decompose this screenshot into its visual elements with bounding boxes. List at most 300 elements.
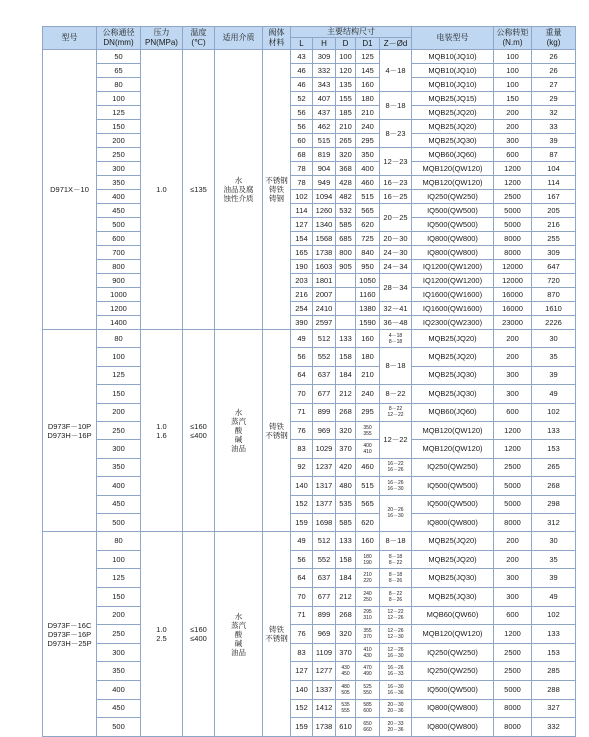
H-cell: 677	[313, 385, 336, 403]
bolt-pattern-cell: 16－25	[380, 190, 412, 204]
D-cell: 430 450	[336, 662, 356, 681]
D1-cell: 240	[356, 120, 380, 134]
D1-cell: 515	[356, 190, 380, 204]
bolt-pattern-cell: 8－18 8－26	[380, 569, 412, 588]
D1-cell: 400 410	[356, 440, 380, 458]
table-row	[43, 64, 576, 78]
H-cell: 343	[313, 78, 336, 92]
actuator-cell: MQB60(QW60)	[412, 606, 494, 625]
D-cell: 905	[336, 260, 356, 274]
D-cell: 482	[336, 190, 356, 204]
H-cell: 512	[313, 330, 336, 348]
actuator-cell: IQ500(QW500)	[412, 681, 494, 700]
table-row	[43, 662, 576, 681]
H-cell: 1029	[313, 440, 336, 458]
dn-cell: 1200	[97, 302, 141, 316]
medium-cell: 水 蒸汽 酸 碱 油品	[215, 330, 263, 532]
torque-cell: 1200	[494, 440, 532, 458]
torque-cell: 200	[494, 330, 532, 348]
H-cell: 1412	[313, 699, 336, 718]
L-cell: 70	[291, 385, 313, 403]
H-cell: 819	[313, 148, 336, 162]
D-cell: 158	[336, 348, 356, 366]
weight-cell: 153	[532, 643, 576, 662]
actuator-cell: MQB120(QW120)	[412, 421, 494, 439]
L-cell: 140	[291, 681, 313, 700]
L-cell: 76	[291, 625, 313, 644]
header-Zd: Z－Ød	[380, 38, 412, 50]
D-cell: 265	[336, 134, 356, 148]
header-pressure: 压力 PN(MPa)	[141, 27, 183, 50]
pressure-cell: 1.0 2.5	[141, 532, 183, 737]
L-cell: 56	[291, 106, 313, 120]
actuator-cell: IQ1600(QW1600)	[412, 288, 494, 302]
bolt-pattern-cell: 4－18	[380, 50, 412, 92]
bolt-pattern-cell: 12－22 12－26	[380, 606, 412, 625]
dn-cell: 125	[97, 366, 141, 384]
table-row	[43, 532, 576, 551]
D1-cell: 1590	[356, 316, 380, 330]
H-cell: 1260	[313, 204, 336, 218]
torque-cell: 12000	[494, 260, 532, 274]
D-cell: 184	[336, 366, 356, 384]
model-cell: D973F－10P D973H－16P	[43, 330, 97, 532]
L-cell: 140	[291, 477, 313, 495]
L-cell: 71	[291, 606, 313, 625]
dn-cell: 450	[97, 204, 141, 218]
table-row	[43, 176, 576, 190]
bolt-pattern-cell: 8－18 8－22	[380, 550, 412, 569]
torque-cell: 200	[494, 106, 532, 120]
D-cell: 532	[336, 204, 356, 218]
dn-cell: 350	[97, 662, 141, 681]
D1-cell: 565	[356, 495, 380, 513]
bolt-pattern-cell: 8－22	[380, 385, 412, 403]
D1-cell: 180 190	[356, 550, 380, 569]
torque-cell: 16000	[494, 302, 532, 316]
dn-cell: 200	[97, 606, 141, 625]
weight-cell: 2226	[532, 316, 576, 330]
L-cell: 60	[291, 134, 313, 148]
torque-cell: 1200	[494, 421, 532, 439]
table-row	[43, 643, 576, 662]
D-cell: 210	[336, 120, 356, 134]
bolt-pattern-cell: 24－30	[380, 246, 412, 260]
weight-cell: 27	[532, 78, 576, 92]
table-row	[43, 204, 576, 218]
D1-cell: 725	[356, 232, 380, 246]
actuator-cell: MQB25(JQ30)	[412, 385, 494, 403]
torque-cell: 16000	[494, 288, 532, 302]
H-cell: 2597	[313, 316, 336, 330]
weight-cell: 327	[532, 699, 576, 718]
weight-cell: 268	[532, 477, 576, 495]
torque-cell: 600	[494, 606, 532, 625]
L-cell: 46	[291, 64, 313, 78]
D-cell: 585	[336, 218, 356, 232]
actuator-cell: IQ800(QW800)	[412, 718, 494, 737]
D1-cell: 525 550	[356, 681, 380, 700]
H-cell: 1317	[313, 477, 336, 495]
D-cell	[336, 316, 356, 330]
table-row	[43, 699, 576, 718]
medium-cell: 水 蒸汽 酸 碱 油品	[215, 532, 263, 737]
weight-cell: 720	[532, 274, 576, 288]
D1-cell: 470 490	[356, 662, 380, 681]
D1-cell: 620	[356, 218, 380, 232]
L-cell: 64	[291, 366, 313, 384]
temperature-cell: ≤135	[183, 50, 215, 330]
torque-cell: 8000	[494, 246, 532, 260]
H-cell: 637	[313, 366, 336, 384]
bolt-pattern-cell: 16－30 16－36	[380, 681, 412, 700]
D-cell: 480 505	[336, 681, 356, 700]
torque-cell: 600	[494, 148, 532, 162]
bolt-pattern-cell: 24－34	[380, 260, 412, 274]
weight-cell: 32	[532, 106, 576, 120]
D1-cell: 210	[356, 106, 380, 120]
dn-cell: 1400	[97, 316, 141, 330]
bolt-pattern-cell: 20－25	[380, 204, 412, 232]
table-row	[43, 148, 576, 162]
torque-cell: 5000	[494, 477, 532, 495]
weight-cell: 153	[532, 440, 576, 458]
dn-cell: 350	[97, 458, 141, 476]
L-cell: 71	[291, 403, 313, 421]
weight-cell: 133	[532, 625, 576, 644]
torque-cell: 100	[494, 50, 532, 64]
weight-cell: 114	[532, 176, 576, 190]
bolt-pattern-cell: 8－22 12－22	[380, 403, 412, 421]
table-row	[43, 78, 576, 92]
D1-cell: 125	[356, 50, 380, 64]
dn-cell: 300	[97, 440, 141, 458]
D-cell: 133	[336, 330, 356, 348]
L-cell: 49	[291, 532, 313, 551]
D1-cell: 240	[356, 385, 380, 403]
table-row	[43, 458, 576, 476]
D1-cell: 145	[356, 64, 380, 78]
table-row	[43, 302, 576, 316]
bolt-pattern-cell: 12－23	[380, 148, 412, 176]
spec-table-body	[43, 50, 576, 737]
actuator-cell: IQ500(QW500)	[412, 495, 494, 513]
actuator-cell: MQB25(JQ30)	[412, 588, 494, 607]
table-row	[43, 288, 576, 302]
H-cell: 552	[313, 348, 336, 366]
weight-cell: 265	[532, 458, 576, 476]
D-cell: 685	[336, 232, 356, 246]
H-cell: 969	[313, 625, 336, 644]
weight-cell: 49	[532, 385, 576, 403]
H-cell: 637	[313, 569, 336, 588]
bolt-pattern-cell: 16－22 16－26	[380, 458, 412, 476]
model-cell: D973F－16C D973F－16P D973H－25P	[43, 532, 97, 737]
torque-cell: 1200	[494, 625, 532, 644]
header-D1: D1	[356, 38, 380, 50]
torque-cell: 300	[494, 588, 532, 607]
actuator-cell: MQB25(JQ20)	[412, 106, 494, 120]
dn-cell: 400	[97, 681, 141, 700]
table-row	[43, 246, 576, 260]
actuator-cell: MQB120(QW120)	[412, 162, 494, 176]
D1-cell: 460	[356, 458, 380, 476]
D1-cell: 210 220	[356, 569, 380, 588]
table-row	[43, 385, 576, 403]
actuator-cell: MQB10(JQ10)	[412, 50, 494, 64]
temperature-cell: ≤160 ≤400	[183, 330, 215, 532]
model-cell: D971X－10	[43, 50, 97, 330]
D1-cell: 950	[356, 260, 380, 274]
L-cell: 56	[291, 120, 313, 134]
L-cell: 152	[291, 699, 313, 718]
table-row	[43, 162, 576, 176]
H-cell: 1237	[313, 458, 336, 476]
D-cell: 320	[336, 148, 356, 162]
torque-cell: 2500	[494, 643, 532, 662]
dn-cell: 450	[97, 699, 141, 718]
D1-cell: 1380	[356, 302, 380, 316]
weight-cell: 288	[532, 681, 576, 700]
L-cell: 203	[291, 274, 313, 288]
H-cell: 1340	[313, 218, 336, 232]
table-row	[43, 348, 576, 366]
dn-cell: 125	[97, 569, 141, 588]
L-cell: 68	[291, 148, 313, 162]
bolt-pattern-cell: 12－26 12－30	[380, 625, 412, 644]
table-row	[43, 421, 576, 439]
D-cell: 800	[336, 246, 356, 260]
dn-cell: 80	[97, 330, 141, 348]
weight-cell: 39	[532, 134, 576, 148]
weight-cell: 298	[532, 495, 576, 513]
torque-cell: 5000	[494, 495, 532, 513]
D1-cell: 295 310	[356, 606, 380, 625]
D-cell: 268	[336, 606, 356, 625]
H-cell: 552	[313, 550, 336, 569]
weight-cell: 647	[532, 260, 576, 274]
bolt-pattern-cell: 8－18	[380, 92, 412, 120]
actuator-cell: IQ1200(QW1200)	[412, 274, 494, 288]
L-cell: 78	[291, 162, 313, 176]
table-row	[43, 403, 576, 421]
D-cell: 610	[336, 718, 356, 737]
L-cell: 216	[291, 288, 313, 302]
D1-cell: 295	[356, 403, 380, 421]
weight-cell: 1610	[532, 302, 576, 316]
actuator-cell: IQ800(QW800)	[412, 699, 494, 718]
table-row	[43, 588, 576, 607]
dn-cell: 250	[97, 625, 141, 644]
torque-cell: 8000	[494, 513, 532, 531]
torque-cell: 200	[494, 120, 532, 134]
dn-cell: 80	[97, 532, 141, 551]
header-model: 型号	[43, 27, 97, 50]
weight-cell: 26	[532, 64, 576, 78]
bolt-pattern-cell: 20－33 20－36	[380, 718, 412, 737]
weight-cell: 30	[532, 330, 576, 348]
weight-cell: 87	[532, 148, 576, 162]
H-cell: 515	[313, 134, 336, 148]
D1-cell: 350 355	[356, 421, 380, 439]
bolt-pattern-cell: 8－18	[380, 532, 412, 551]
material-cell: 铸铁 不锈钢	[263, 330, 291, 532]
L-cell: 64	[291, 569, 313, 588]
D-cell: 184	[336, 569, 356, 588]
table-row	[43, 477, 576, 495]
L-cell: 49	[291, 330, 313, 348]
weight-cell: 205	[532, 204, 576, 218]
header-actuator: 电装型号	[412, 27, 494, 50]
D-cell: 535 555	[336, 699, 356, 718]
H-cell: 904	[313, 162, 336, 176]
L-cell: 83	[291, 643, 313, 662]
torque-cell: 12000	[494, 274, 532, 288]
table-row	[43, 232, 576, 246]
dn-cell: 200	[97, 403, 141, 421]
dn-cell: 250	[97, 148, 141, 162]
D1-cell: 1160	[356, 288, 380, 302]
weight-cell: 33	[532, 120, 576, 134]
dn-cell: 65	[97, 64, 141, 78]
D1-cell: 565	[356, 204, 380, 218]
D-cell: 370	[336, 643, 356, 662]
table-row	[43, 606, 576, 625]
D-cell: 480	[336, 477, 356, 495]
L-cell: 46	[291, 78, 313, 92]
table-row	[43, 134, 576, 148]
bolt-pattern-cell: 8－22 8－26	[380, 588, 412, 607]
H-cell: 462	[313, 120, 336, 134]
L-cell: 154	[291, 232, 313, 246]
D1-cell: 350	[356, 148, 380, 162]
L-cell: 70	[291, 588, 313, 607]
dn-cell: 250	[97, 421, 141, 439]
H-cell: 2007	[313, 288, 336, 302]
actuator-cell: MQB25(JQ15)	[412, 92, 494, 106]
D-cell	[336, 274, 356, 288]
header-torque: 公称转矩 (N.m)	[494, 27, 532, 50]
dn-cell: 900	[97, 274, 141, 288]
weight-cell: 29	[532, 92, 576, 106]
dn-cell: 400	[97, 190, 141, 204]
header-H: H	[313, 38, 336, 50]
H-cell: 1698	[313, 513, 336, 531]
torque-cell: 100	[494, 78, 532, 92]
torque-cell: 2500	[494, 458, 532, 476]
header-medium: 适用介质	[215, 27, 263, 50]
torque-cell: 200	[494, 532, 532, 551]
D1-cell: 160	[356, 532, 380, 551]
D-cell: 535	[336, 495, 356, 513]
actuator-cell: MQB25(JQ30)	[412, 366, 494, 384]
actuator-cell: MQB60(JQ60)	[412, 403, 494, 421]
L-cell: 190	[291, 260, 313, 274]
dn-cell: 500	[97, 218, 141, 232]
D-cell: 158	[336, 550, 356, 569]
actuator-cell: IQ250(QW250)	[412, 643, 494, 662]
L-cell: 56	[291, 550, 313, 569]
H-cell: 1801	[313, 274, 336, 288]
actuator-cell: MQB25(JQ20)	[412, 532, 494, 551]
D-cell	[336, 302, 356, 316]
D-cell: 320	[336, 625, 356, 644]
L-cell: 159	[291, 513, 313, 531]
weight-cell: 102	[532, 403, 576, 421]
weight-cell: 104	[532, 162, 576, 176]
bolt-pattern-cell: 16－26 16－33	[380, 662, 412, 681]
torque-cell: 1200	[494, 162, 532, 176]
weight-cell: 309	[532, 246, 576, 260]
bolt-pattern-cell: 32－41	[380, 302, 412, 316]
bolt-pattern-cell: 20－26 16－30	[380, 495, 412, 532]
H-cell: 1337	[313, 681, 336, 700]
D-cell: 135	[336, 78, 356, 92]
weight-cell: 35	[532, 348, 576, 366]
weight-cell: 30	[532, 532, 576, 551]
D1-cell: 180	[356, 348, 380, 366]
actuator-cell: IQ250(QW250)	[412, 458, 494, 476]
dn-cell: 350	[97, 176, 141, 190]
actuator-cell: MQB60(JQ60)	[412, 148, 494, 162]
actuator-cell: IQ500(QW500)	[412, 204, 494, 218]
weight-cell: 312	[532, 513, 576, 531]
H-cell: 332	[313, 64, 336, 78]
D1-cell: 515	[356, 477, 380, 495]
D1-cell: 410 430	[356, 643, 380, 662]
H-cell: 437	[313, 106, 336, 120]
table-row	[43, 625, 576, 644]
bolt-pattern-cell: 12－26 16－30	[380, 643, 412, 662]
H-cell: 1738	[313, 246, 336, 260]
torque-cell: 2500	[494, 662, 532, 681]
L-cell: 52	[291, 92, 313, 106]
table-row	[43, 274, 576, 288]
D-cell: 120	[336, 64, 356, 78]
weight-cell: 167	[532, 190, 576, 204]
L-cell: 127	[291, 218, 313, 232]
torque-cell: 300	[494, 134, 532, 148]
D1-cell: 650 660	[356, 718, 380, 737]
D1-cell: 160	[356, 78, 380, 92]
weight-cell: 285	[532, 662, 576, 681]
torque-cell: 200	[494, 550, 532, 569]
actuator-cell: MQB25(JQ20)	[412, 120, 494, 134]
header-dn: 公称通径 DN(mm)	[97, 27, 141, 50]
weight-cell: 35	[532, 550, 576, 569]
torque-cell: 8000	[494, 699, 532, 718]
L-cell: 43	[291, 50, 313, 64]
L-cell: 76	[291, 421, 313, 439]
table-row	[43, 316, 576, 330]
table-row	[43, 260, 576, 274]
table-row	[43, 550, 576, 569]
D1-cell: 585 600	[356, 699, 380, 718]
L-cell: 102	[291, 190, 313, 204]
temperature-cell: ≤160 ≤400	[183, 532, 215, 737]
L-cell: 152	[291, 495, 313, 513]
weight-cell: 49	[532, 588, 576, 607]
bolt-pattern-cell: 20－30	[380, 232, 412, 246]
dn-cell: 450	[97, 495, 141, 513]
pressure-cell: 1.0 1.6	[141, 330, 183, 532]
torque-cell: 300	[494, 569, 532, 588]
L-cell: 127	[291, 662, 313, 681]
header-material: 阀体 材料	[263, 27, 291, 50]
header-L: L	[291, 38, 313, 50]
table-row	[43, 218, 576, 232]
actuator-cell: MQB25(JQ30)	[412, 569, 494, 588]
